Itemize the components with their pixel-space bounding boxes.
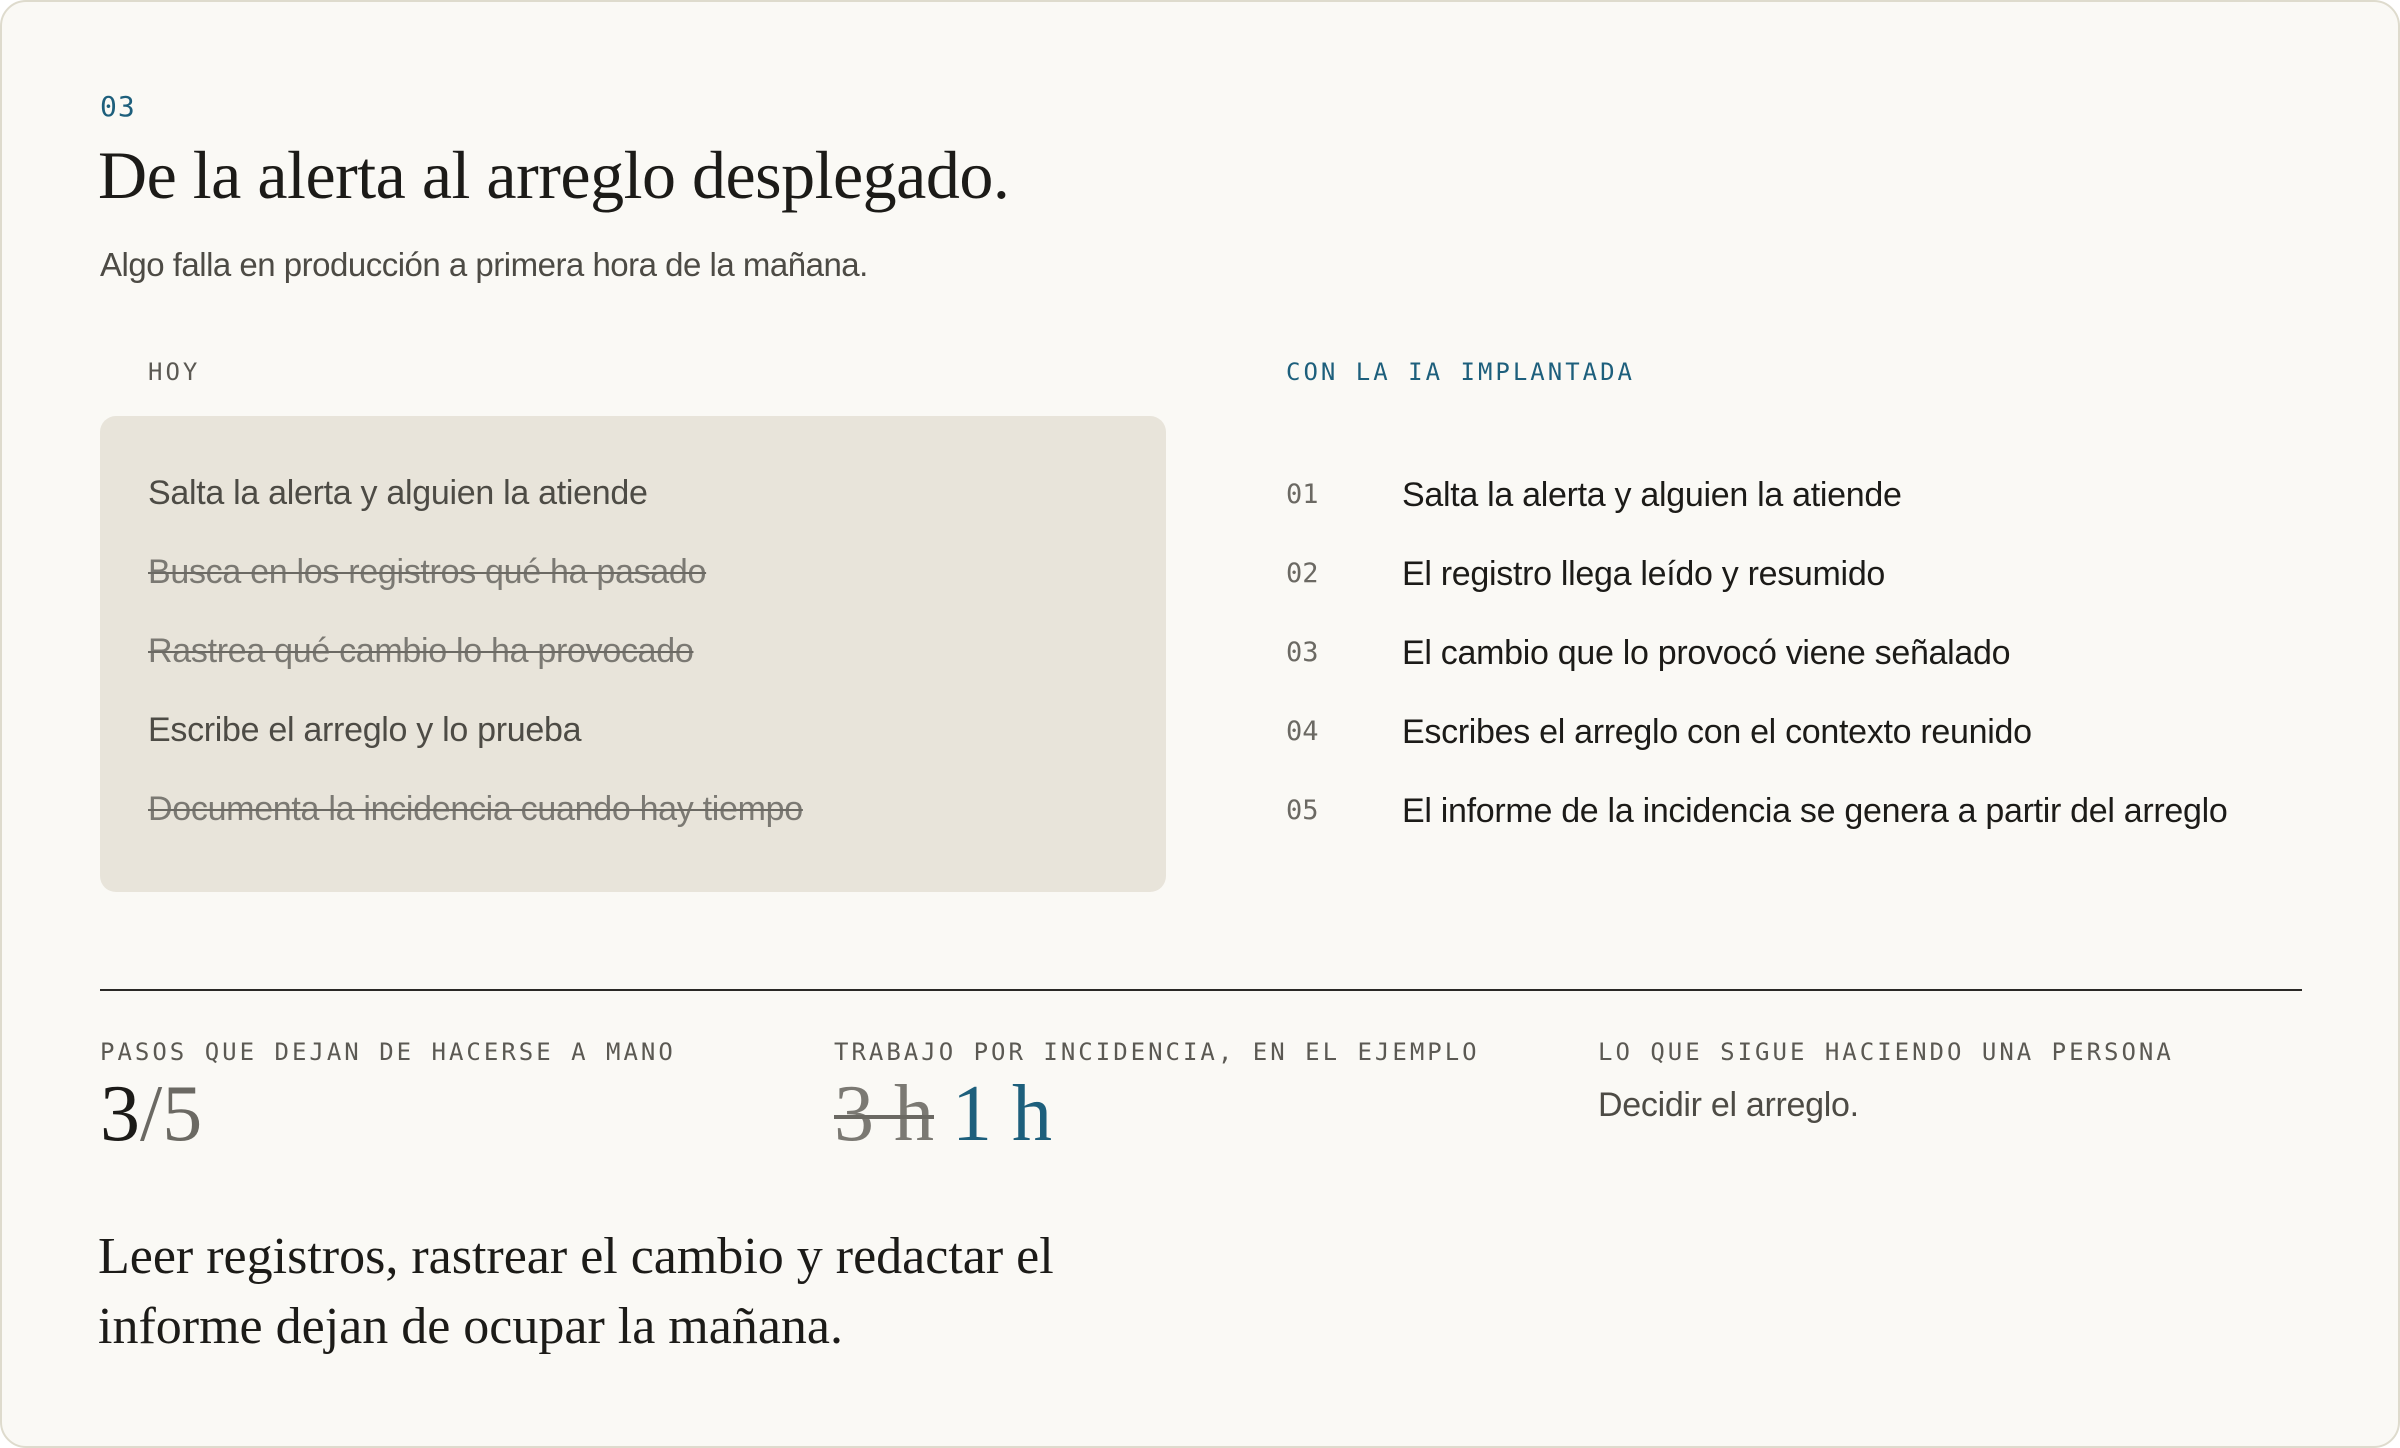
- ai-step-text: Escribes el arreglo con el contexto reunido: [1402, 713, 2032, 751]
- work-old-value: 3 h: [834, 1070, 934, 1158]
- ai-step-text: Salta la alerta y alguien la atiende: [1402, 476, 1902, 514]
- ai-step-number: 02: [1286, 558, 1319, 589]
- steps-denominator: 5: [162, 1070, 203, 1158]
- today-column-label: HOY: [148, 358, 201, 386]
- today-step-4: Escribe el arreglo y lo prueba: [148, 711, 582, 749]
- steps-numerator: 3: [100, 1070, 140, 1158]
- steps-stat-value: [100, 1064, 202, 1164]
- section-divider: [100, 989, 2302, 991]
- ai-step-text: El registro llega leído y resumido: [1402, 555, 1886, 593]
- page-title: De la alerta al arreglo desplegado.: [98, 137, 1010, 213]
- today-step-2: Busca en los registros qué ha pasado: [148, 553, 707, 591]
- ai-step-number: 03: [1286, 637, 1319, 668]
- work-stat-label: TRABAJO POR INCIDENCIA, EN EL EJEMPLO: [834, 1038, 1480, 1066]
- conclusion-text: Leer registros, rastrear el cambio y redactar el informe dejan de ocupar la mañana.: [98, 1228, 1054, 1355]
- ai-step-number: 05: [1286, 795, 1319, 826]
- today-step-3: Rastrea qué cambio lo ha provocado: [148, 632, 694, 670]
- ai-step-number: 01: [1286, 479, 1319, 510]
- ai-step-text: El cambio que lo provocó viene señalado: [1402, 634, 2011, 672]
- ai-step-text: El informe de la incidencia se genera a partir del arreglo: [1402, 792, 2228, 830]
- today-step-1: Salta la alerta y alguien la atiende: [148, 474, 648, 512]
- today-step-5: Documenta la incidencia cuando hay tiempo: [148, 790, 803, 828]
- work-new-value: 1 h: [952, 1070, 1052, 1158]
- person-stat-label: LO QUE SIGUE HACIENDO UNA PERSONA: [1598, 1038, 2174, 1066]
- ai-column-label: CON LA IA IMPLANTADA: [1286, 358, 1635, 386]
- person-stat-value: Decidir el arreglo.: [1598, 1086, 1859, 1124]
- section-number: 03: [100, 90, 136, 123]
- steps-stat-label: PASOS QUE DEJAN DE HACERSE A MANO: [100, 1038, 676, 1066]
- steps-slash: /: [140, 1070, 163, 1158]
- ai-step-number: 04: [1286, 716, 1319, 747]
- today-steps-panel: [100, 416, 1166, 892]
- work-stat-value: [834, 1064, 1052, 1164]
- page-subtitle: Algo falla en producción a primera hora de la mañana.: [100, 246, 868, 283]
